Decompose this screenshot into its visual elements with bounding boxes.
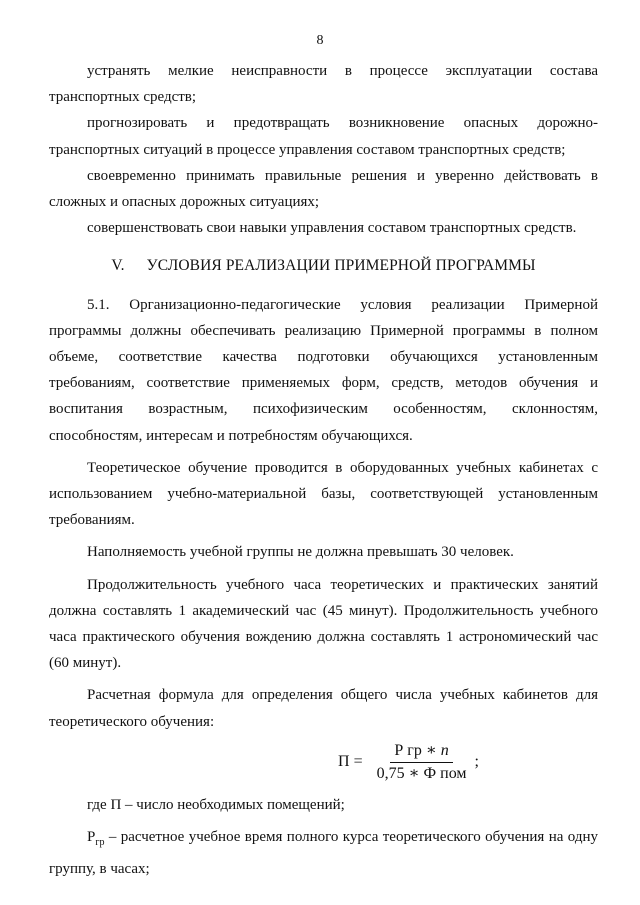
- paragraph-improve-skills: совершенствовать свои навыки управления составом транспортных средств.: [87, 220, 577, 237]
- section-heading: [49, 253, 598, 279]
- formula-numerator: [390, 741, 452, 763]
- paragraph-group-size: Наполняемость учебной группы не должна превышать 30 человек.: [87, 544, 514, 561]
- paragraph-make-decisions: своевременно принимать правильные решения и уверенно действовать в сложных и опасных дорожных ситуациях;: [49, 167, 598, 211]
- section-title: УСЛОВИЯ РЕАЛИЗАЦИИ ПРИМЕРНОЙ ПРОГРАММЫ: [146, 257, 536, 275]
- definition-p: где П – число необходимых помещений;: [87, 796, 345, 813]
- paragraph-fix-faults: устранять мелкие неисправности в процессе эксплуатации состава транспортных средств;: [49, 63, 598, 106]
- page-content: [49, 58, 598, 882]
- page-number: 8: [316, 33, 324, 48]
- definition-p-gr-symbol: Р: [87, 829, 96, 846]
- formula-numerator-var: n: [440, 741, 449, 759]
- paragraph-theoretical-training: Теоретическое обучение проводится в оборудованных учебных кабинетах с использованием учебно-материальной базы, соответствующей установленным требованиям.: [49, 459, 598, 529]
- paragraph-5-1-conditions: 5.1. Организационно-педагогические условия реализации Примерной программы должны обеспечивать реализацию Примерной программы в полном объеме, соответствие качества подготовки обучающихся установленным требованиям, соответствие применяемых форм, средств, методов обучения и воспитания возрастным, психофизическим особенностям, склонностям, способностям, интересам и потребностям обучающихся.: [49, 296, 598, 444]
- formula-numerator-main: Р гр ∗: [394, 741, 441, 759]
- formula-lhs: П =: [338, 753, 363, 771]
- definition-p-gr-text: – расчетное учебное время полного курса теоретического обучения на одну группу, в часах;: [49, 829, 598, 878]
- formula-fraction: [373, 741, 471, 784]
- paragraph-predict-situations: прогнозировать и предотвращать возникновение опасных дорожно-транспортных ситуаций в процессе управления составом транспортных средств;: [49, 115, 598, 158]
- paragraph-lesson-duration: Продолжительность учебного часа теоретических и практических занятий должна составлять 1 академический час (45 минут). Продолжительность учебного часа практического обучения вождению должна составлять 1 астрономический час (60 минут).: [49, 576, 598, 672]
- definition-p-gr-subscript: гр: [95, 837, 105, 849]
- section-number: V.: [111, 257, 125, 275]
- classroom-formula: [338, 741, 479, 784]
- paragraph-formula-intro: Расчетная формула для определения общего числа учебных кабинетов для теоретического обучения:: [49, 687, 598, 730]
- definition-p-gr: [49, 824, 598, 882]
- formula-denominator: 0,75 ∗ Ф пом: [376, 764, 467, 782]
- formula-block: [49, 741, 598, 784]
- formula-suffix: ;: [474, 753, 479, 771]
